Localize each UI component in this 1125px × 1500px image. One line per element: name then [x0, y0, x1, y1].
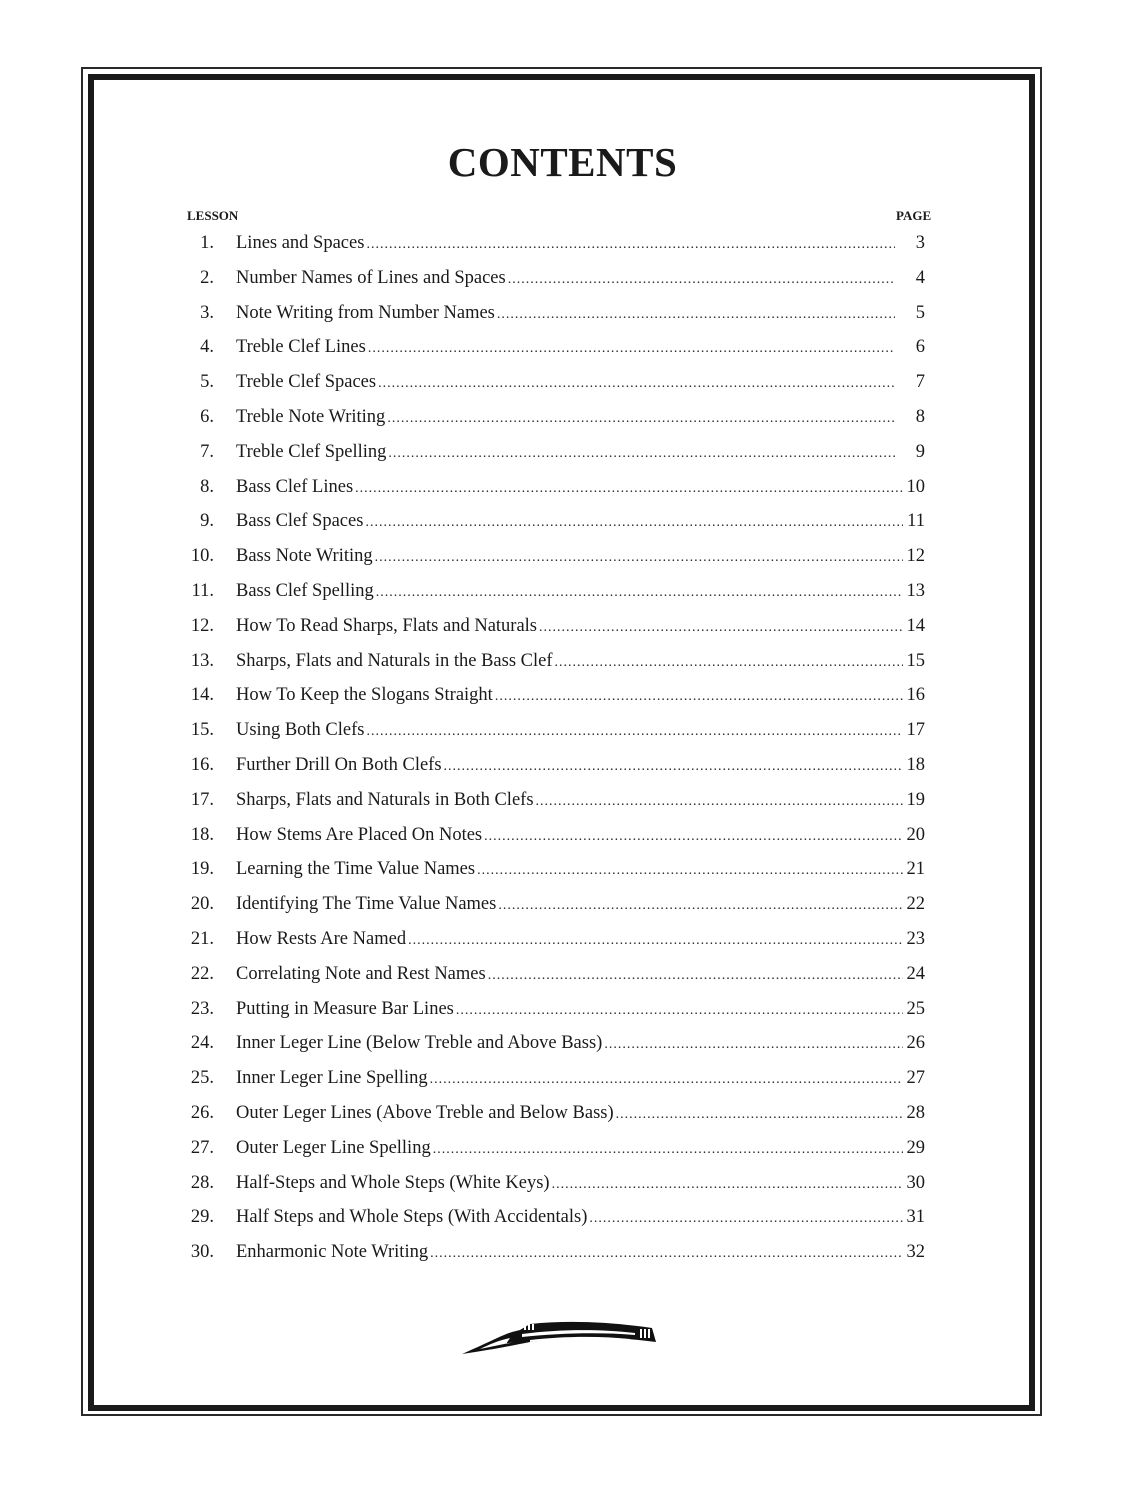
page-title: CONTENTS: [447, 139, 678, 185]
lesson-title: Half-Steps and Whole Steps (White Keys): [236, 1172, 550, 1193]
toc-entry: [180, 1242, 925, 1277]
dot-leader: [616, 1103, 903, 1124]
page-number: 3: [915, 233, 925, 253]
dot-leader: [430, 1242, 903, 1263]
lesson-number: 10.: [190, 546, 214, 567]
page-number: 4: [915, 267, 925, 288]
toc-entry: [180, 616, 925, 651]
lesson-number: 6.: [200, 406, 214, 427]
toc-entry: [180, 929, 925, 964]
dot-leader: [366, 720, 903, 741]
lesson-title: Further Drill On Both Clefs: [236, 754, 442, 775]
lesson-title: Treble Note Writing: [236, 406, 386, 427]
dot-leader: [355, 477, 903, 498]
page-number: 30: [906, 1172, 925, 1193]
lesson-number: 8.: [200, 476, 214, 497]
page-number: 27: [906, 1068, 925, 1089]
lesson-number: 4.: [200, 337, 214, 358]
page-number: 16: [906, 685, 925, 706]
page-number: 14: [906, 615, 925, 636]
toc-entry: [180, 755, 925, 790]
toc-entry: [180, 337, 925, 372]
lesson-number: 25.: [190, 1068, 214, 1089]
lesson-number: 21.: [190, 928, 214, 949]
dot-leader: [604, 1033, 903, 1054]
lesson-number: 7.: [200, 441, 214, 462]
page-number: 8: [915, 406, 925, 427]
page-number: 29: [906, 1137, 925, 1158]
toc-entry: [180, 685, 925, 720]
dot-leader: [497, 303, 895, 324]
lesson-number: 30.: [190, 1242, 214, 1263]
toc-entry: [180, 1033, 925, 1068]
dot-leader: [484, 825, 903, 846]
page-number: 15: [906, 650, 925, 671]
toc-entry: [180, 268, 925, 303]
lesson-title: Bass Note Writing: [236, 546, 373, 567]
lesson-title: Outer Leger Lines (Above Treble and Below Bass): [236, 1102, 614, 1123]
lesson-title: Using Both Clefs: [236, 720, 365, 741]
lesson-title: Correlating Note and Rest Names: [236, 963, 486, 984]
toc-entry: [180, 407, 925, 442]
page-number: 19: [906, 789, 925, 810]
page-number: 12: [906, 546, 925, 567]
dot-leader: [366, 233, 895, 254]
lesson-title: Treble Clef Lines: [236, 337, 366, 358]
toc-entry: [180, 894, 925, 929]
page-number: 25: [906, 998, 925, 1019]
lesson-number: 9.: [200, 511, 214, 532]
toc-entry: [180, 233, 925, 268]
dot-leader: [495, 685, 903, 706]
dot-leader: [408, 929, 903, 950]
dot-leader: [444, 755, 903, 776]
dot-leader: [375, 546, 903, 567]
page-number: 11: [907, 511, 925, 532]
dot-leader: [388, 442, 895, 463]
toc-entry: [180, 1138, 925, 1173]
lesson-number: 3.: [200, 302, 214, 323]
page-column-header: PAGE: [896, 208, 932, 223]
lesson-title: How To Keep the Slogans Straight: [236, 685, 493, 706]
lesson-number: 28.: [190, 1172, 214, 1193]
page-number: 7: [915, 372, 925, 393]
dot-leader: [456, 999, 903, 1020]
toc-entry: [180, 825, 925, 860]
lesson-number: 11.: [191, 580, 214, 601]
page-number: 10: [906, 476, 925, 497]
page-number: 20: [906, 824, 925, 845]
lesson-title: Outer Leger Line Spelling: [236, 1137, 431, 1158]
lesson-number: 27.: [190, 1137, 214, 1158]
lesson-title: Note Writing from Number Names: [236, 302, 495, 323]
lesson-number: 17.: [190, 789, 214, 810]
lesson-number: 16.: [190, 754, 214, 775]
lesson-number: 26.: [190, 1102, 214, 1123]
lesson-title: How To Read Sharps, Flats and Naturals: [236, 615, 538, 636]
toc-entry: [180, 1207, 925, 1242]
page-number: 23: [906, 928, 925, 949]
lesson-number: 29.: [190, 1207, 214, 1228]
lesson-title: Putting in Measure Bar Lines: [236, 998, 454, 1019]
dot-leader: [539, 616, 903, 637]
page-number: 9: [915, 441, 925, 462]
lesson-number: 24.: [190, 1033, 214, 1054]
toc-entry: [180, 720, 925, 755]
dot-leader: [552, 1173, 903, 1194]
lesson-number: 14.: [190, 685, 214, 706]
page-number: 17: [906, 720, 925, 741]
toc-entry: [180, 581, 925, 616]
dot-leader: [488, 964, 903, 985]
dot-leader: [368, 337, 895, 358]
toc-entry: [180, 1173, 925, 1208]
lesson-title: Bass Clef Spelling: [236, 580, 374, 601]
dot-leader: [376, 581, 903, 602]
lesson-number: 19.: [190, 859, 214, 880]
toc-entry: [180, 477, 925, 512]
lesson-title: Inner Leger Line (Below Treble and Above Bass): [236, 1033, 603, 1054]
dot-leader: [477, 859, 903, 880]
dot-leader: [387, 407, 895, 428]
lesson-title: Inner Leger Line Spelling: [236, 1068, 428, 1089]
dot-leader: [378, 372, 895, 393]
toc-entry: [180, 790, 925, 825]
toc-entry: [180, 651, 925, 686]
lesson-title: Half Steps and Whole Steps (With Accidentals): [236, 1207, 588, 1228]
lesson-title: Number Names of Lines and Spaces: [236, 267, 506, 288]
lesson-number: 18.: [190, 824, 214, 845]
lesson-number: 13.: [190, 650, 214, 671]
toc-entry: [180, 442, 925, 477]
lesson-title: Bass Clef Spaces: [236, 511, 364, 532]
lesson-title: How Rests Are Named: [236, 928, 407, 949]
page-number: 18: [906, 754, 925, 775]
page-number: 32: [906, 1242, 925, 1263]
lesson-title: Identifying The Time Value Names: [236, 894, 497, 915]
page-number: 24: [906, 963, 925, 984]
lesson-title: Treble Clef Spelling: [236, 441, 387, 462]
lesson-title: Learning the Time Value Names: [236, 859, 476, 880]
dot-leader: [589, 1207, 903, 1228]
lesson-number: 5.: [200, 372, 214, 393]
page-number: 21: [906, 859, 925, 880]
toc-entry: [180, 859, 925, 894]
page-number: 26: [906, 1033, 925, 1054]
lesson-number: 2.: [200, 267, 214, 288]
toc-entry: [180, 303, 925, 338]
page-number: 22: [906, 894, 925, 915]
page-number: 6: [915, 337, 925, 358]
table-of-contents: [180, 233, 925, 1277]
toc-entry: [180, 1103, 925, 1138]
toc-entry: [180, 964, 925, 999]
dot-leader: [498, 894, 903, 915]
dot-leader: [433, 1138, 903, 1159]
lesson-column-header: LESSON: [187, 208, 239, 223]
toc-entry: [180, 372, 925, 407]
lesson-title: Sharps, Flats and Naturals in the Bass Clef: [236, 650, 553, 671]
lesson-number: 15.: [190, 720, 214, 741]
toc-entry: [180, 999, 925, 1034]
lesson-title: Sharps, Flats and Naturals in Both Clefs: [236, 789, 534, 810]
lesson-title: Enharmonic Note Writing: [236, 1242, 429, 1263]
page-number: 5: [915, 302, 925, 323]
page-number: 28: [906, 1102, 925, 1123]
dot-leader: [430, 1068, 903, 1089]
toc-entry: [180, 546, 925, 581]
toc-entry: [180, 511, 925, 546]
toc-entry: [180, 1068, 925, 1103]
lesson-number: 23.: [190, 998, 214, 1019]
lesson-title: How Stems Are Placed On Notes: [236, 824, 483, 845]
dot-leader: [508, 268, 895, 289]
lesson-number: 20.: [190, 894, 214, 915]
page-number: 13: [906, 580, 925, 601]
dot-leader: [365, 511, 903, 532]
page-number: 31: [906, 1207, 925, 1228]
lesson-number: 1.: [200, 233, 214, 253]
dot-leader: [536, 790, 903, 811]
lesson-title: Lines and Spaces: [236, 233, 365, 253]
lesson-title: Bass Clef Lines: [236, 476, 354, 497]
lesson-title: Treble Clef Spaces: [236, 372, 377, 393]
dot-leader: [555, 651, 903, 672]
pencil-icon: [460, 1316, 658, 1360]
lesson-number: 12.: [190, 615, 214, 636]
lesson-number: 22.: [190, 963, 214, 984]
